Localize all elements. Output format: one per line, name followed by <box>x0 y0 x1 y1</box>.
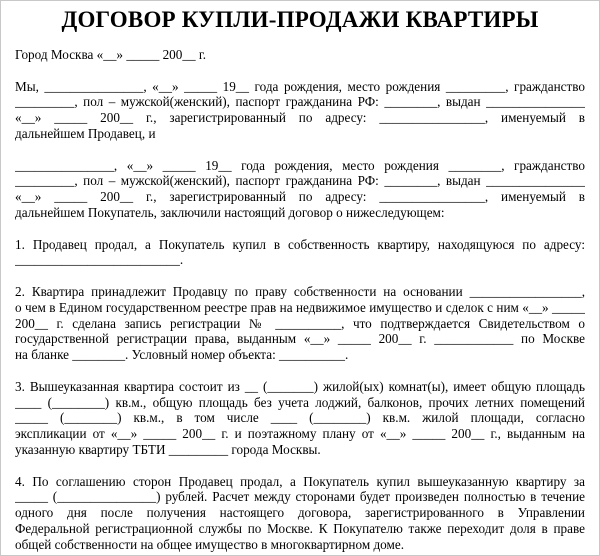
paragraph-line: указанную квартиру ТБТИ _________ города Москвы. <box>15 441 321 457</box>
clause-1 <box>15 237 585 269</box>
paragraph-line: _________________________. <box>15 252 184 268</box>
paragraph-line: 2. Квартира принадлежит Продавцу по праву собственности на основании _________________, <box>15 283 585 299</box>
paragraph-line: о чем в Едином государственном реестре прав на недвижимое имущество и сделок с ним «__» _____ <box>15 299 585 315</box>
paragraph-line: 4. По соглашению сторон Продавец продал, а Покупатель купил вышеуказанную квартиру за <box>15 473 585 489</box>
paragraph-line: _____ (_______________) рублей. Расчет между сторонами будет произведен полностью в течение <box>15 489 585 505</box>
paragraph-line: 3. Вышеуказанная квартира состоит из __ (_______) жилой(ых) комнат(ы), имеет общую площадь <box>15 378 585 394</box>
contract-document <box>15 6 585 553</box>
paragraph-line: одного дня после получения настоящего договора, зарегистрированного в Управлении <box>15 505 585 521</box>
clause-2 <box>15 284 585 363</box>
clause-3 <box>15 379 585 458</box>
paragraph-line: _________, пол – мужской(женский), паспорт гражданина РФ: ________, выдан _______________ <box>15 173 585 189</box>
document-title: ДОГОВОР КУПЛИ-ПРОДАЖИ КВАРТИРЫ <box>61 7 539 32</box>
paragraph-line: Мы, _______________, «__» _____ 19__ года рождения, место рождения _________, гражданство <box>15 78 585 94</box>
paragraph-line: дальнейшем Продавец, и <box>15 125 156 141</box>
paragraph-line: экспликации от «__» _____ 200__ г. и поэтажному плану от «__» _____ 200__ г., выданным на <box>15 426 585 442</box>
paragraph-line: общей собственности на общее имущество в многоквартирном доме. <box>15 536 405 552</box>
paragraph-line: «__» _____ 200__ г., зарегистрированный по адресу: ________________, именуемый в <box>15 189 585 205</box>
paragraph-line: государственной регистрации права, выданным «__» _____ 200__ г. ____________ по Москве <box>15 331 585 347</box>
paragraph-line: 200__ г. сделана запись регистрации № __________, что подтверждается Свидетельством о <box>15 315 585 331</box>
clause-4 <box>15 474 585 553</box>
sellers-paragraph <box>15 79 585 142</box>
paragraph-line: на бланке ________. Условный номер объекта: __________. <box>15 347 349 363</box>
paragraph-line: Федеральной регистрационной службы по Москве. К Покупателю также переходит доля в праве <box>15 520 585 536</box>
paragraph-line: дальнейшем Покупатель, заключили настоящий договор о нижеследующем: <box>15 204 445 220</box>
paragraph-line: _______________, «__» _____ 19__ года рождения, место рождения ________, гражданство <box>15 157 585 173</box>
city-date-line: Город Москва «__» _____ 200__ г. <box>15 47 207 62</box>
paragraph-line: «__» _____ 200__ г., зарегистрированный по адресу: ________________, именуемый в <box>15 110 585 126</box>
paragraph-line: 1. Продавец продал, а Покупатель купил в собственность квартиру, находящуюся по адресу: <box>15 236 585 252</box>
paragraph-line: ____ (________) кв.м., общую площадь без учета лоджий, балконов, прочих летних помещений <box>15 394 585 410</box>
buyers-paragraph <box>15 158 585 221</box>
paragraph-line: _____ (________) кв.м., в том числе ____ (________) кв.м. жилой площади, согласно <box>15 410 585 426</box>
paragraph-line: _________, пол – мужской(женский), паспорт гражданина РФ: ________, выдан _______________ <box>15 94 585 110</box>
